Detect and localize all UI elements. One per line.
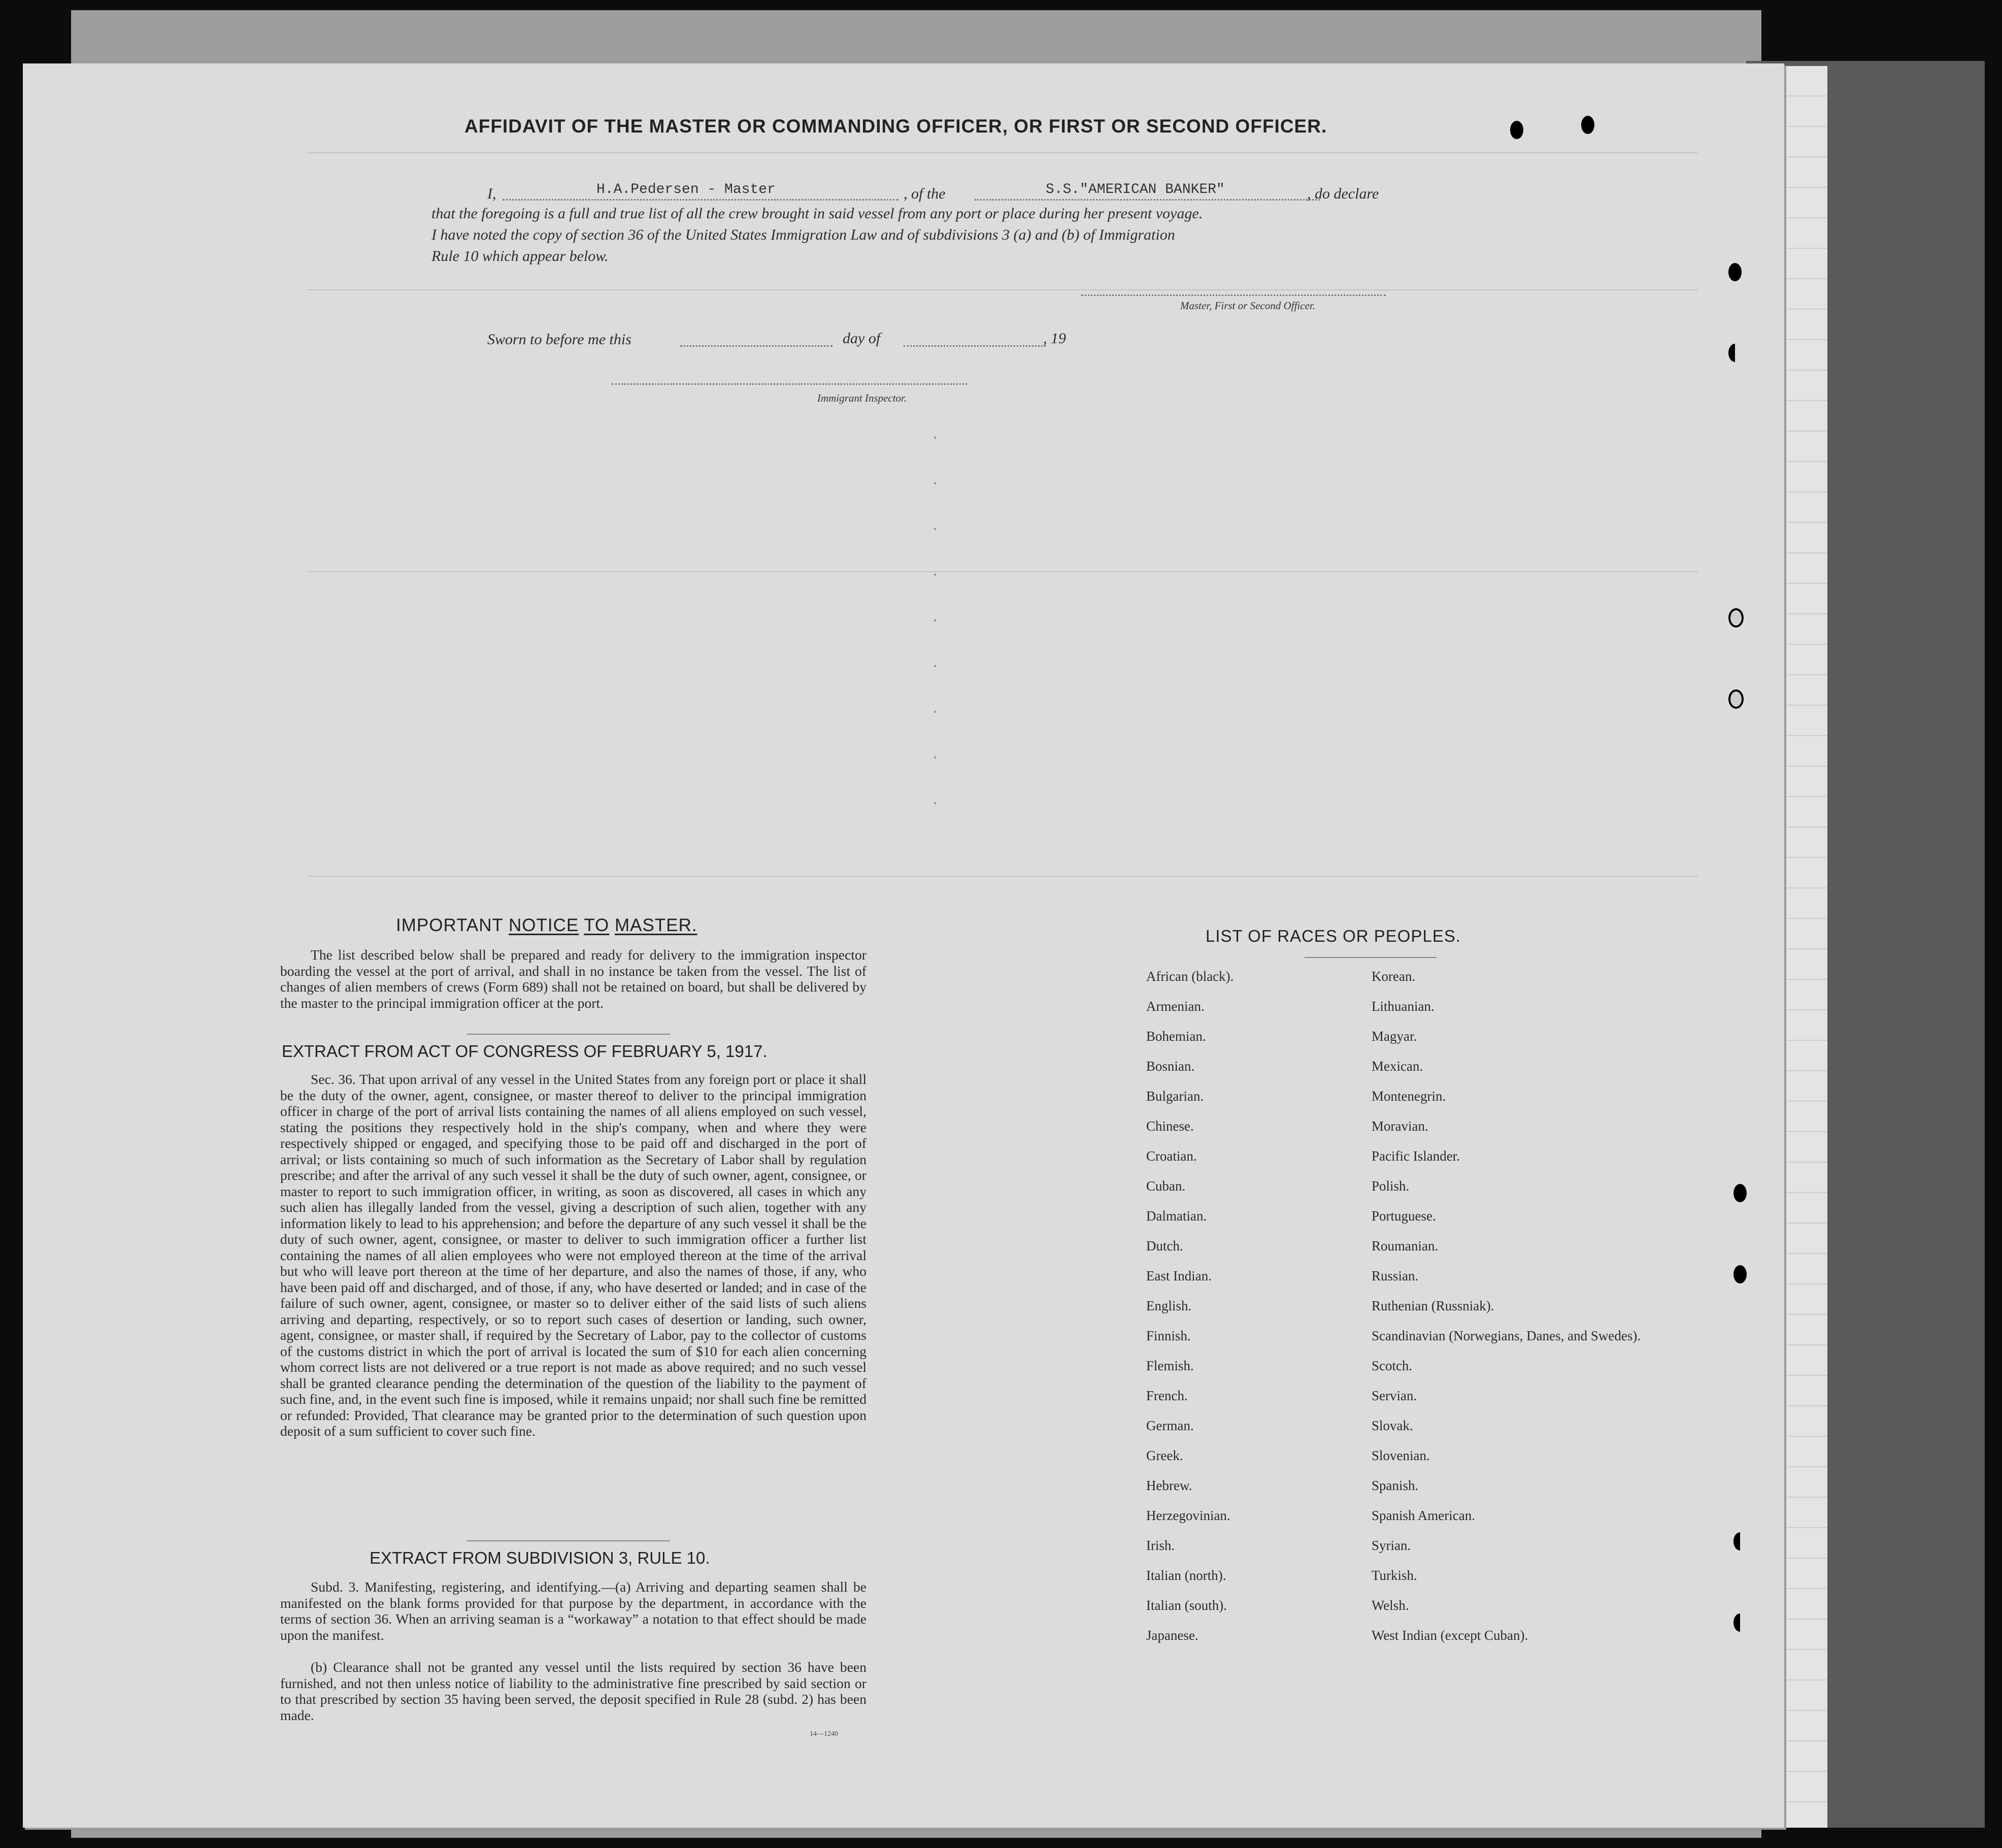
race-item: Bosnian. bbox=[1146, 1059, 1195, 1074]
affidavit-title: AFFIDAVIT OF THE MASTER OR COMMANDING OFFICER, OR FIRST OR SECOND OFFICER. bbox=[464, 116, 1327, 137]
section-rule bbox=[467, 1540, 670, 1541]
extract-act-body: Sec. 36. That upon arrival of any vessel in the United States from any foreign port or place it shall be the duty of the owner, agent, consignee, or master thereof to deliver to the principal immigration officer in charge of the port of arrival lists containing the names of all aliens employed on such vessel, stating the positions they respectively hold in the ship's company, when and where they were respectively shipped or engaged, and specifying those to be paid off and discharged in the port of arrival; or lists containing so much of such information as the Secretary of Labor shall by regulation prescribe; and after the arrival of any such vessel it shall be the duty of such owner, agent, consignee, or master to report to such immigration officer, in writing, as soon as discovered, all cases in which any such alien has illegally landed from the vessel, giving a description of such alien, together with any information likely to lead to his apprehension; and before the departure of any such vessel it shall be the duty of such owner, agent, consignee, or master to deliver to such immigration officer a further list containing the names of all alien employees who were not employed thereon at the time of the arrival but who will leave port thereon at the time of her departure, and also the names of those, if any, who have been paid off and discharged, and of those, if any, who have deserted or landed; and in case of the failure of such owner, agent, consignee, or master so to deliver either of the said lists of such aliens arriving and departing, respectively, or so to report such cases of desertion or landing, such owner, agent, consignee, or master shall, if required by the Secretary of Labor, pay to the collector of customs of the customs district in which the port of arrival is located the sum of $10 for each alien concerning whom correct lists are not delivered or a true report is not made as above required; and no such vessel shall be granted clearance pending the determination of the question of the liability to the payment of such fine, and, in the event such fine is imposed, while it remains unpaid; nor shall such fine be remitted or refunded: Provided, That clearance may be granted prior to the determination of such question upon deposit of a sum sufficient to cover such fine. bbox=[280, 1071, 866, 1439]
race-item: Japanese. bbox=[1146, 1628, 1198, 1643]
notice-title-word: NOTICE bbox=[508, 915, 579, 935]
race-item: Magyar. bbox=[1372, 1029, 1417, 1044]
race-item: Irish. bbox=[1146, 1538, 1175, 1553]
race-item: Italian (south). bbox=[1146, 1598, 1227, 1613]
race-item: Lithuanian. bbox=[1372, 999, 1434, 1014]
signature-caption: Master, First or Second Officer. bbox=[1180, 300, 1315, 312]
race-item: Hebrew. bbox=[1146, 1478, 1192, 1493]
race-item: East Indian. bbox=[1146, 1268, 1212, 1283]
races-right-column bbox=[1372, 969, 1641, 1658]
race-item: Korean. bbox=[1372, 969, 1416, 984]
extract-act-heading: EXTRACT FROM ACT OF CONGRESS OF FEBRUARY 5, 1917. bbox=[282, 1042, 768, 1061]
grid-dot bbox=[934, 482, 936, 484]
signature-line bbox=[1081, 294, 1386, 296]
punch-hole bbox=[1728, 344, 1742, 362]
bleed-through-line bbox=[307, 289, 1698, 290]
bleed-through-line bbox=[307, 876, 1698, 877]
master-name: H.A.Pedersen - Master bbox=[596, 182, 776, 197]
race-item: Slovenian. bbox=[1372, 1448, 1430, 1463]
punch-hole bbox=[1728, 263, 1742, 281]
race-item: Moravian. bbox=[1372, 1118, 1428, 1134]
races-left-column bbox=[1146, 969, 1233, 1658]
sworn-label: Sworn to before me this bbox=[487, 331, 631, 348]
race-item: Spanish American. bbox=[1372, 1508, 1475, 1523]
affidavit-line-2: that the foregoing is a full and true list of all the crew brought in said vessel from any port or place during her present voyage. bbox=[431, 205, 1203, 222]
inspector-caption: Immigrant Inspector. bbox=[817, 392, 907, 404]
punch-hole bbox=[1581, 116, 1594, 134]
race-item: Bohemian. bbox=[1146, 1029, 1206, 1044]
race-item: Greek. bbox=[1146, 1448, 1183, 1463]
grid-dot bbox=[934, 756, 936, 758]
punch-hole bbox=[1728, 608, 1744, 628]
notice-title-word: MASTER. bbox=[615, 915, 697, 935]
affidavit-line-4: Rule 10 which appear below. bbox=[431, 248, 609, 265]
race-item: German. bbox=[1146, 1418, 1194, 1433]
sworn-month-line bbox=[904, 345, 1046, 347]
race-item: Welsh. bbox=[1372, 1598, 1409, 1613]
race-item: Herzegovinian. bbox=[1146, 1508, 1230, 1523]
race-item: Finnish. bbox=[1146, 1328, 1191, 1343]
grid-dot bbox=[934, 619, 936, 621]
race-item: African (black). bbox=[1146, 969, 1234, 984]
race-item: Polish. bbox=[1372, 1178, 1410, 1194]
punch-hole bbox=[1733, 1184, 1747, 1202]
race-item: Roumanian. bbox=[1372, 1238, 1439, 1253]
race-item: Cuban. bbox=[1146, 1178, 1186, 1194]
year-label: , 19 bbox=[1043, 330, 1066, 347]
grid-dot bbox=[934, 711, 936, 713]
affidavit-of-the-label: , of the bbox=[904, 185, 946, 202]
vessel-name: S.S."AMERICAN BANKER" bbox=[1046, 182, 1225, 197]
sworn-day-line bbox=[680, 345, 832, 347]
punch-hole bbox=[1733, 1613, 1747, 1632]
race-item: Flemish. bbox=[1146, 1358, 1194, 1373]
notice-title-word: IMPORTANT bbox=[396, 915, 504, 935]
race-item: West Indian (except Cuban). bbox=[1372, 1628, 1528, 1643]
grid-dot bbox=[934, 528, 936, 530]
race-item: Mexican. bbox=[1372, 1059, 1423, 1074]
race-item: Montenegrin. bbox=[1372, 1088, 1446, 1104]
affidavit-i-label: I, bbox=[487, 185, 496, 202]
race-item: Dalmatian. bbox=[1146, 1208, 1207, 1224]
race-item: Bulgarian. bbox=[1146, 1088, 1204, 1104]
extract-rule-subd-b: (b) Clearance shall not be granted any vessel until the lists required by section 36 have been furnished, and not then unless notice of liability to the administrative fine prescribed by said section or to that prescribed by section 35 having been served, the deposit specified in Rule 28 (subd. 2) has been made. bbox=[280, 1659, 866, 1723]
notice-body: The list described below shall be prepared and ready for delivery to the immigration inspector boarding the vessel at the port of arrival, and shall in no instance be taken from the vessel. The list of changes of alien members of crews (Form 689) shall not be retained on board, but shall be delivered by the master to the principal immigration officer at the port. bbox=[280, 947, 866, 1011]
race-item: Scandinavian (Norwegians, Danes, and Swedes). bbox=[1372, 1328, 1641, 1343]
race-item: Turkish. bbox=[1372, 1568, 1417, 1583]
race-item: Portuguese. bbox=[1372, 1208, 1436, 1224]
day-of-label: day of bbox=[843, 330, 881, 347]
grid-dot bbox=[934, 802, 936, 804]
race-item: Dutch. bbox=[1146, 1238, 1183, 1253]
inspector-line bbox=[612, 383, 967, 385]
bleed-through-line bbox=[307, 571, 1698, 572]
race-item: Italian (north). bbox=[1146, 1568, 1226, 1583]
race-item: Pacific Islander. bbox=[1372, 1148, 1460, 1164]
race-item: Chinese. bbox=[1146, 1118, 1194, 1134]
race-item: Syrian. bbox=[1372, 1538, 1411, 1553]
grid-dot bbox=[934, 665, 936, 667]
race-item: English. bbox=[1146, 1298, 1192, 1313]
race-item: Spanish. bbox=[1372, 1478, 1419, 1493]
affidavit-declare-label: , do declare bbox=[1307, 185, 1379, 202]
punch-hole bbox=[1733, 1265, 1747, 1283]
notice-title-word: TO bbox=[584, 915, 610, 935]
name-line bbox=[503, 199, 898, 201]
section-rule bbox=[467, 1034, 670, 1035]
race-item: Scotch. bbox=[1372, 1358, 1413, 1373]
notice-title bbox=[396, 915, 697, 936]
punch-hole bbox=[1733, 1532, 1747, 1550]
extract-rule-heading: EXTRACT FROM SUBDIVISION 3, RULE 10. bbox=[370, 1548, 710, 1567]
races-title-rule bbox=[1305, 957, 1437, 958]
race-item: Slovak. bbox=[1372, 1418, 1413, 1433]
punch-hole bbox=[1510, 121, 1523, 139]
race-item: Servian. bbox=[1372, 1388, 1417, 1403]
races-title: LIST OF RACES OR PEOPLES. bbox=[1206, 927, 1461, 945]
grid-dot bbox=[934, 574, 936, 576]
race-item: French. bbox=[1146, 1388, 1188, 1403]
punch-hole bbox=[1728, 689, 1744, 709]
bleed-through-line bbox=[307, 152, 1698, 153]
form-number: 14—1240 bbox=[810, 1730, 838, 1738]
affidavit-line-3: I have noted the copy of section 36 of the United States Immigration Law and of subdivisions 3 (a) and (b) of Immigration bbox=[431, 226, 1175, 243]
grid-dot bbox=[934, 437, 936, 439]
vessel-line bbox=[975, 199, 1320, 201]
race-item: Armenian. bbox=[1146, 999, 1205, 1014]
race-item: Ruthenian (Russniak). bbox=[1372, 1298, 1494, 1313]
extract-rule-subd-a: Subd. 3. Manifesting, registering, and identifying.—(a) Arriving and departing seamen shall be manifested on the blank forms provided for that purpose by the department, in accordance with the terms of section 36. When an arriving seaman is a “workaway” a notation to that effect should be made upon the manifest. bbox=[280, 1579, 866, 1643]
race-item: Croatian. bbox=[1146, 1148, 1197, 1164]
race-item: Russian. bbox=[1372, 1268, 1419, 1283]
